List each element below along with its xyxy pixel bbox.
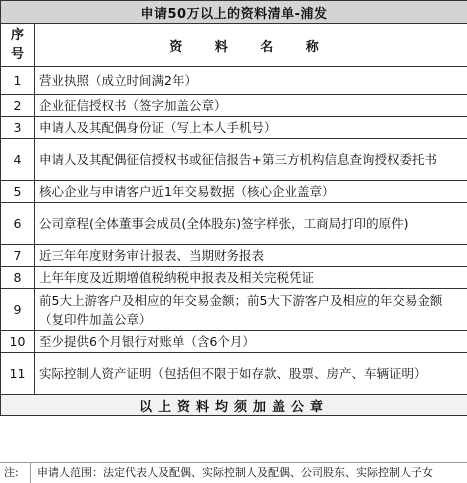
table-row <box>1 95 467 117</box>
column-header-name: 资 料 名 称 <box>35 24 467 67</box>
row-number: 7 <box>1 245 35 267</box>
table-row <box>1 353 467 395</box>
row-item: 申请人及其配偶身份证（写上本人手机号） <box>35 117 467 139</box>
row-number: 9 <box>1 289 35 331</box>
note-label: 注: <box>0 463 31 483</box>
document-title: 申请50万以上的资料清单-浦发 <box>1 1 467 24</box>
table-row <box>1 117 467 139</box>
row-number: 11 <box>1 353 35 395</box>
column-header-number <box>1 24 35 67</box>
column-header-number-label: 序号 <box>11 26 25 64</box>
row-item: 上年年度及近期增值税纳税申报表及相关完税凭证 <box>35 267 467 289</box>
row-number: 2 <box>1 95 35 117</box>
row-item: 至少提供6个月银行对账单（含6个月） <box>35 331 467 353</box>
table-row <box>1 245 467 267</box>
row-item: 营业执照（成立时间满2年） <box>35 67 467 95</box>
table-row <box>1 203 467 245</box>
row-item: 近三年年度财务审计报表、当期财务报表 <box>35 245 467 267</box>
row-number: 1 <box>1 67 35 95</box>
table-row <box>1 139 467 181</box>
row-item: 申请人及其配偶征信授权书或征信报告+第三方机构信息查询授权委托书 <box>35 139 467 181</box>
row-item: 公司章程(全体董事会成员(全体股东)签字样张，工商局打印的原件) <box>35 203 467 245</box>
table-row <box>1 181 467 203</box>
row-number: 4 <box>1 139 35 181</box>
note-text: 申请人范围：法定代表人及配偶、实际控制人及配偶、公司股东、实际控制人子女 <box>31 463 433 483</box>
row-item: 核心企业与申请客户近1年交易数据（核心企业盖章） <box>35 181 467 203</box>
row-item: 实际控制人资产证明（包括但不限于如存款、股票、房产、车辆证明） <box>35 353 467 395</box>
row-number: 8 <box>1 267 35 289</box>
row-number: 10 <box>1 331 35 353</box>
table-row <box>1 267 467 289</box>
row-item: 前5大上游客户及相应的年交易金额；前5大下游客户及相应的年交易金额（复印件加盖公章） <box>35 289 467 331</box>
row-number: 3 <box>1 117 35 139</box>
note-row <box>0 462 467 483</box>
table-row <box>1 67 467 95</box>
row-item: 企业征信授权书（签字加盖公章） <box>35 95 467 117</box>
table-row <box>1 289 467 331</box>
table-row <box>1 331 467 353</box>
footer-notice: 以上资料均须加盖公章 <box>1 395 467 416</box>
row-number: 6 <box>1 203 35 245</box>
row-number: 5 <box>1 181 35 203</box>
